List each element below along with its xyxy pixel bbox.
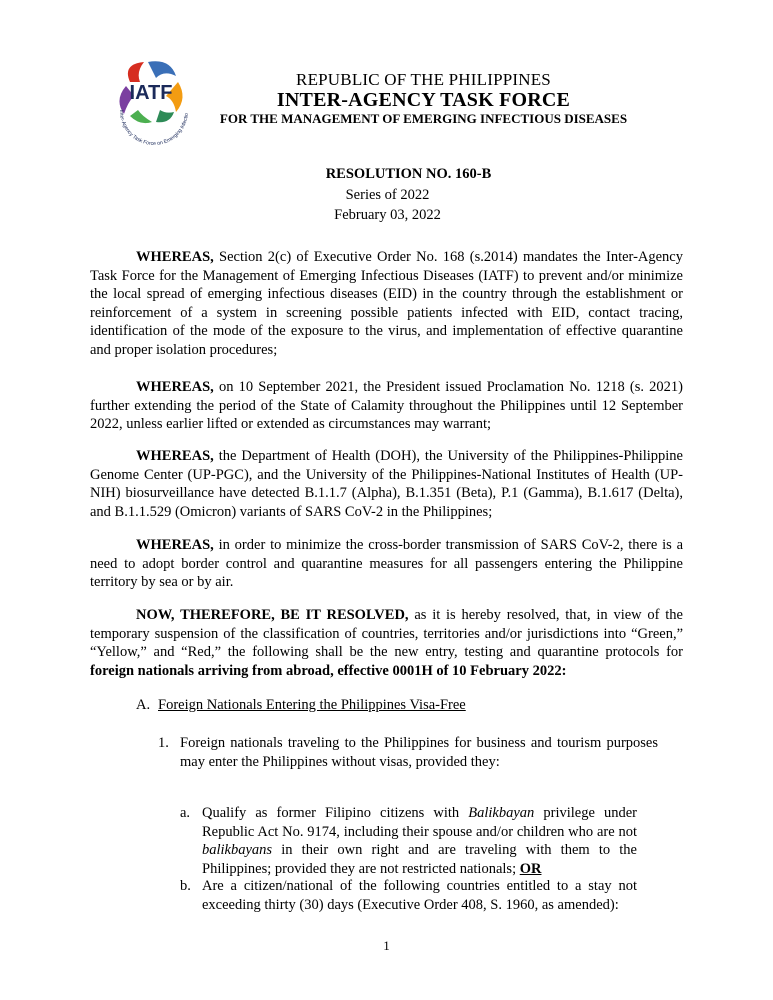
whereas-paragraph-4	[90, 536, 683, 592]
sub-item-text: Are a citizen/national of the following countries entitled to a stay not exceeding thirty (30) days (Executive Order 408, S. 1960, as amended):	[202, 878, 637, 913]
paragraph-text: the Department of Health (DOH), the University of the Philippines-Philippine Genome Center (UP-PGC), and the University of the Philippines-National Institutes of Health (UP-NIH) biosurveillance have detected B.1.1.7 (Alpha), B.1.351 (Beta), P.1 (Gamma), B.1.617 (Delta), and B.1.1.529 (Omicron) variants of SARS CoV-2 in the Philippines;	[90, 448, 683, 520]
header-republic: REPUBLIC OF THE PHILIPPINES	[296, 70, 551, 89]
sub-item-letter: a.	[180, 805, 191, 821]
paragraph-lead: WHEREAS,	[136, 448, 214, 464]
logo-ring-text: Inter-Agency Task Force on Emerging Infectio	[117, 109, 190, 148]
iatf-logo	[100, 52, 200, 152]
header-subtitle: FOR THE MANAGEMENT OF EMERGING INFECTIOUS DISEASES	[219, 111, 628, 126]
resolved-paragraph	[90, 606, 683, 680]
section-a-label: A.	[136, 697, 151, 713]
paragraph-text: Section 2(c) of Executive Order No. 168 (s.2014) mandates the Inter-Agency Task Force for the Management of Emerging Infectious Diseases (IATF) to prevent and/or minimize the local spread of emerging infectious diseases (EID) in the country through the establishment or reinforcement of a system in screening possible patients infected with EID, contact tracing, identification of the mode of the exposure to the virus, and implementation of effective quarantine and proper isolation procedures;	[90, 249, 683, 358]
sub-text-italic: Balikbayan	[468, 805, 535, 821]
paragraph-text: as it is hereby resolved, that, in view of the temporary suspension of the classification of countries, territories and/or jurisdictions into “Green,” “Yellow,” and “Red,” the following shall be the new entry, testing and quarantine protocols for	[90, 607, 683, 661]
sub-text-italic: balikbayans	[202, 842, 273, 859]
section-a-heading	[136, 697, 466, 714]
paragraph-text: on 10 September 2021, the President issued Proclamation No. 1218 (s. 2021) further extending the period of the State of Calamity throughout the Philippines until 12 September 2022, unless earlier lifted or extended as circumstances may warrant;	[90, 379, 683, 433]
whereas-paragraph-3	[90, 447, 683, 521]
resolution-date: February 03, 2022	[334, 207, 441, 223]
page-number: 1	[383, 938, 390, 953]
logo-text: IATF	[129, 82, 173, 104]
paragraph-bold-tail: foreign nationals arriving from abroad, effective 0001H of 10 February 2022:	[90, 662, 567, 679]
whereas-paragraph-1	[90, 248, 683, 360]
sub-text-part: Qualify as former Filipino citizens with	[202, 805, 469, 821]
paragraph-lead: WHEREAS,	[136, 379, 214, 395]
resolution-series: Series of 2022	[345, 187, 430, 203]
sub-item-text	[202, 804, 637, 878]
item-text: Foreign nationals traveling to the Philippines for business and tourism purposes may enter the Philippines without visas, provided they:	[180, 735, 658, 770]
sub-item-b	[180, 877, 637, 914]
sub-item-a	[180, 804, 637, 878]
sub-text-part: privilege under Republic Act No. 9174, including their spouse and/or children who are not	[202, 805, 637, 840]
whereas-paragraph-2	[90, 378, 683, 434]
section-a-title: Foreign Nationals Entering the Philippines Visa-Free	[158, 697, 466, 713]
paragraph-lead: WHEREAS,	[136, 537, 214, 553]
sub-text-or: OR	[519, 860, 542, 877]
sub-text-part: in their own right and are traveling with them to the Philippines; provided they are not restricted nationals;	[202, 842, 637, 877]
list-item-1	[158, 734, 658, 771]
resolution-number: RESOLUTION NO. 160-B	[325, 166, 492, 182]
paragraph-text: in order to minimize the cross-border transmission of SARS CoV-2, there is a need to adopt border control and quarantine measures for all passengers entering the Philippine territory by sea or by air.	[90, 537, 683, 591]
paragraph-lead: WHEREAS,	[136, 249, 214, 265]
sub-item-letter: b.	[180, 878, 191, 894]
paragraph-lead: NOW, THEREFORE, BE IT RESOLVED,	[136, 607, 409, 623]
item-number: 1.	[158, 735, 169, 751]
header-agency: INTER-AGENCY TASK FORCE	[276, 89, 571, 111]
